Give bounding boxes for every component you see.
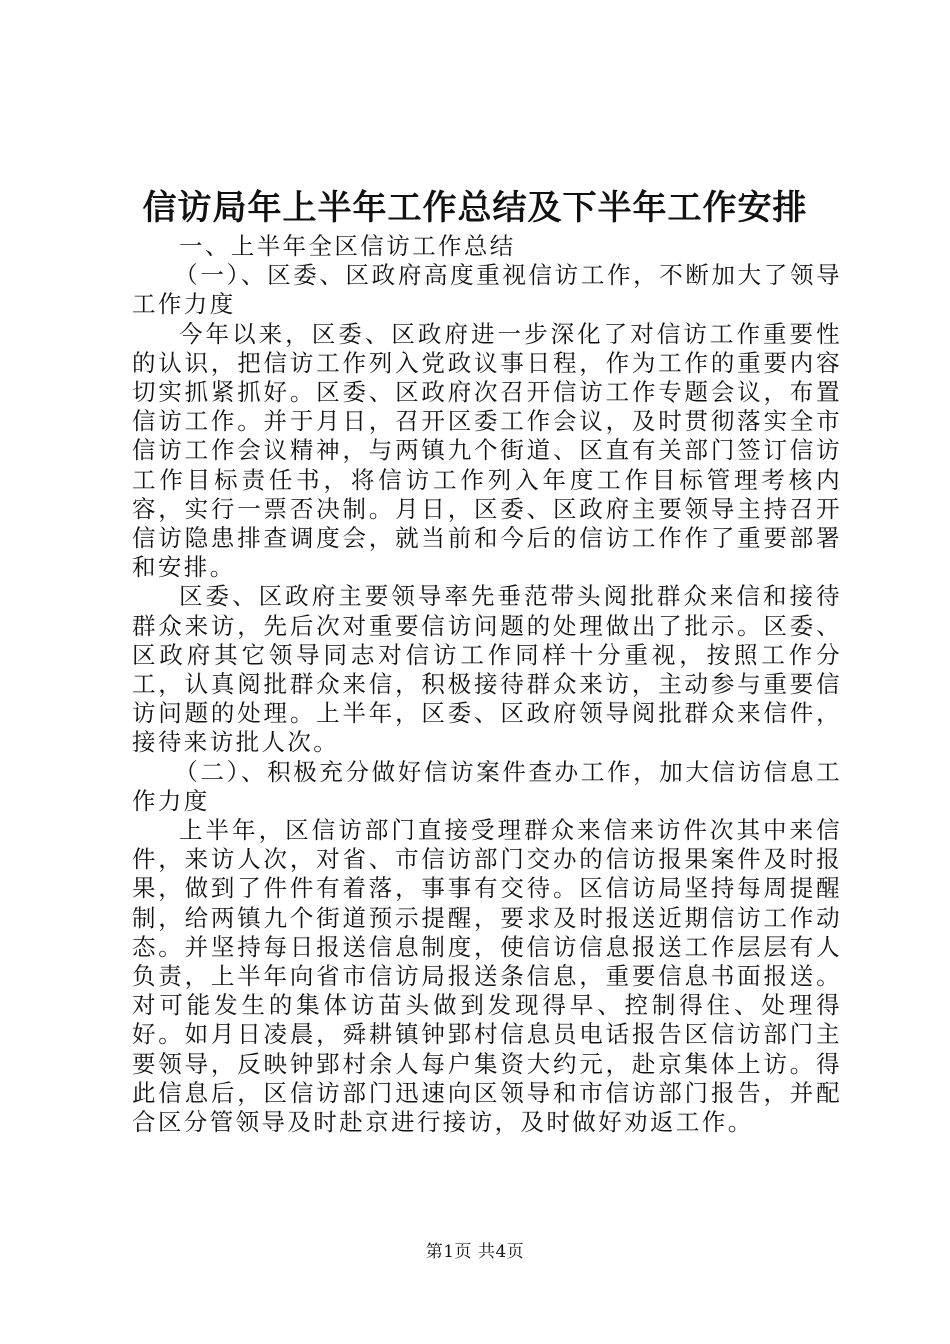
document-title: 信访局年上半年工作总结及下半年工作安排 [142, 188, 808, 228]
body-paragraph: 今年以来，区委、区政府进一步深化了对信访工作重要性的认识，把信访工作列入党政议事日程，作为工作的重要内容切实抓紧抓好。区委、区政府次召开信访工作专题会议，布置信访工作。并于月日，召开区委工作会议，及时贯彻落实全市信访工作会议精神，与两镇九个街道、区直有关部门签订信访工作目标责任书，将信访工作列入年度工作目标管理考核内容，实行一票否决制。月日，区委、区政府主要领导主持召开信访隐患排查调度会，就当前和今后的信访工作作了重要部署和安排。 [132, 319, 842, 582]
page-footer: 第1页 共4页 [425, 1242, 525, 1262]
body-paragraph: 区委、区政府主要领导率先垂范带头阅批群众来信和接待群众来访，先后次对重要信访问题的处理做出了批示。区委、区政府其它领导同志对信访工作同样十分重视，按照工作分工，认真阅批群众来信，积极接待群众来访，主动参与重要信访问题的处理。上半年，区委、区政府领导阅批群众来信件，接待来访批人次。 [132, 582, 842, 757]
body-paragraph: 上半年，区信访部门直接受理群众来信来访件次其中来信件，来访人次，对省、市信访部门交办的信访报果案件及时报果，做到了件件有着落，事事有交待。区信访局坚持每周提醒制，给两镇九个街道预示提醒，要求及时报送近期信访工作动态。并坚持每日报送信息制度，使信访信息报送工作层层有人负责，上半年向省市信访局报送条信息，重要信息书面报送。对可能发生的集体访苗头做到发现得早、控制得住、处理得好。如月日凌晨，舜耕镇钟郢村信息员电话报告区信访部门主要领导，反映钟郢村余人每户集资大约元，赴京集体上访。得此信息后，区信访部门迅速向区领导和市信访部门报告，并配合区分管领导及时赴京进行接访，及时做好劝返工作。 [132, 816, 842, 1137]
document-body [132, 232, 842, 1137]
subsection-heading: （二）、积极充分做好信访案件查办工作，加大信访信息工作力度 [132, 757, 842, 815]
section-heading: 一、上半年全区信访工作总结 [179, 232, 516, 260]
subsection-heading: （一）、区委、区政府高度重视信访工作，不断加大了领导工作力度 [132, 261, 842, 319]
